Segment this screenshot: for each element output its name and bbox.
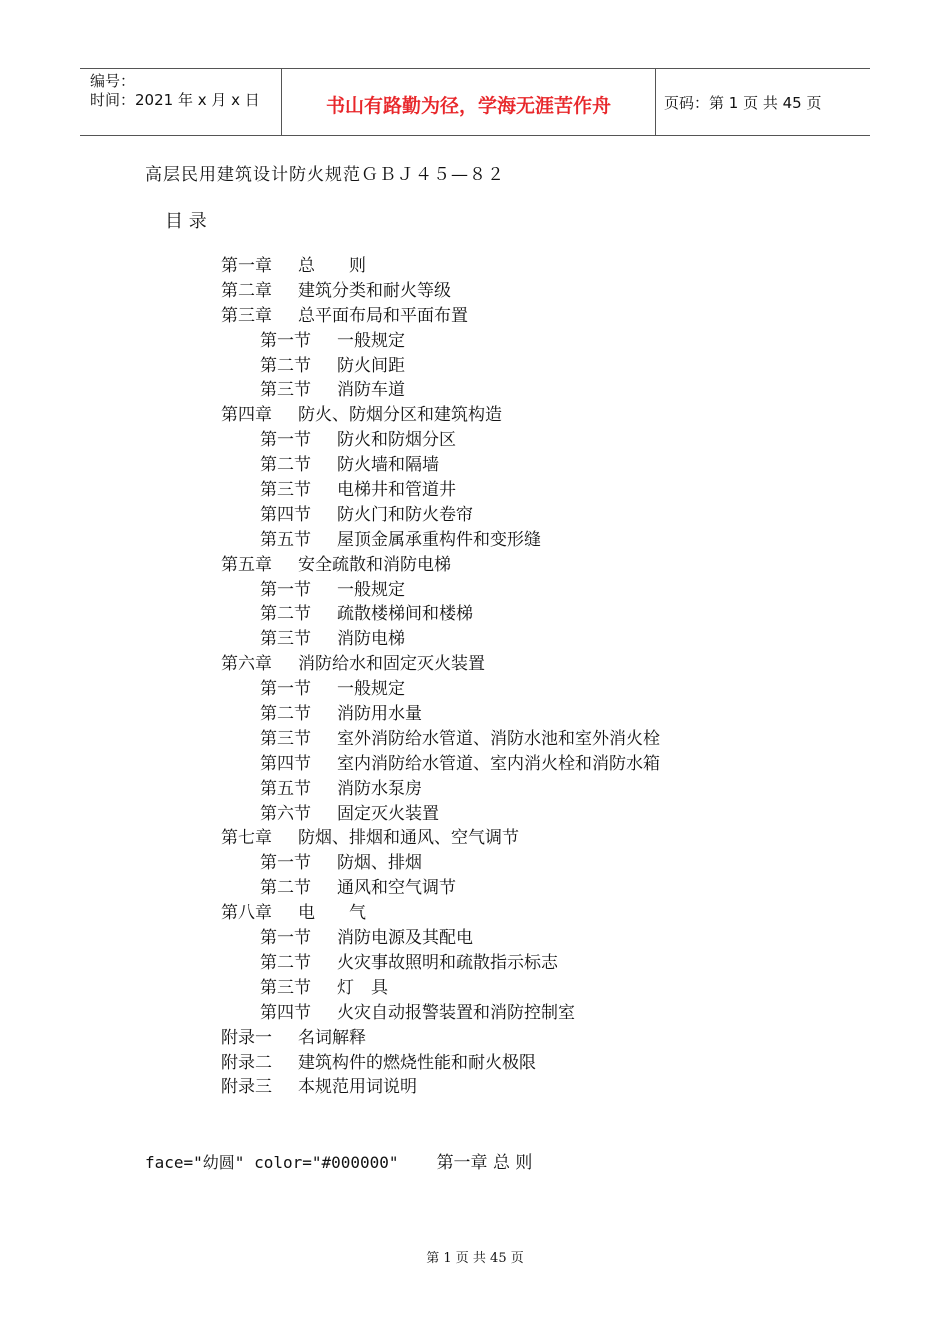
toc-section-item	[221, 428, 660, 453]
page-footer: 第 1 页 共 45 页	[426, 1251, 524, 1266]
toc-item-title: 消防用水量	[337, 704, 422, 725]
toc-item-number: 第二章	[221, 280, 272, 301]
toc-item-title: 消防水泵房	[337, 778, 422, 799]
toc-item-number: 第六章	[221, 654, 272, 675]
toc-section-item	[221, 702, 660, 727]
toc-item-number: 第一节	[260, 928, 311, 949]
toc-item-title: 建筑构件的燃烧性能和耐火极限	[298, 1052, 536, 1073]
toc-section-item	[221, 578, 660, 603]
toc-item-number: 第二节	[260, 604, 311, 625]
header-code-label: 编号：	[90, 72, 136, 90]
toc-section-item	[221, 1001, 660, 1026]
toc-item-number: 第五节	[260, 529, 311, 550]
html-font-residue: face="幼圆" color="#000000"	[145, 1153, 399, 1172]
toc-item-number: 附录一	[221, 1027, 272, 1048]
toc-item-number: 第二节	[260, 952, 311, 973]
toc-item-number: 第八章	[221, 903, 272, 924]
toc-item-number: 第二节	[260, 704, 311, 725]
toc-item-title: 防火门和防火卷帘	[337, 504, 473, 525]
toc-chapter-item	[221, 254, 660, 279]
toc-item-title: 本规范用词说明	[298, 1077, 417, 1098]
toc-item-number: 第三节	[260, 629, 311, 650]
toc-section-item	[221, 727, 660, 752]
toc-section-item	[221, 478, 660, 503]
toc-item-title: 防火和防烟分区	[337, 430, 456, 451]
toc-item-title: 一般规定	[337, 330, 405, 351]
toc-item-number: 第三节	[260, 480, 311, 501]
toc-item-title: 电 气	[298, 903, 366, 924]
toc-section-item	[221, 602, 660, 627]
toc-item-number: 第一节	[260, 430, 311, 451]
toc-chapter-item	[221, 304, 660, 329]
table-of-contents	[221, 254, 660, 1100]
body-start-line	[145, 1148, 532, 1173]
toc-chapter-item	[221, 279, 660, 304]
toc-item-title: 消防给水和固定灭火装置	[298, 654, 485, 675]
document-header-table	[80, 68, 870, 136]
toc-chapter-item	[221, 1051, 660, 1076]
toc-item-number: 第四节	[260, 504, 311, 525]
toc-item-number: 第一节	[260, 679, 311, 700]
toc-item-title: 电梯井和管道井	[337, 480, 456, 501]
toc-item-number: 第四节	[260, 753, 311, 774]
toc-item-title: 名词解释	[298, 1027, 366, 1048]
toc-item-title: 疏散楼梯间和楼梯	[337, 604, 473, 625]
toc-section-item	[221, 329, 660, 354]
document-title: 高层民用建筑设计防火规范ＧＢＪ４５—８２	[145, 165, 505, 185]
toc-item-title: 室外消防给水管道、消防水池和室外消火栓	[337, 728, 660, 749]
toc-item-number: 第六节	[260, 803, 311, 824]
toc-chapter-item	[221, 652, 660, 677]
toc-item-title: 消防车道	[337, 380, 405, 401]
toc-heading: 目 录	[165, 211, 207, 232]
header-motto: 书山有路勤为径，学海无涯苦作舟	[282, 69, 656, 135]
header-meta-cell	[80, 69, 282, 135]
toc-item-number: 附录二	[221, 1052, 272, 1073]
toc-section-item	[221, 354, 660, 379]
toc-item-title: 防烟、排烟和通风、空气调节	[298, 828, 519, 849]
toc-item-number: 第三节	[260, 977, 311, 998]
toc-chapter-item	[221, 1075, 660, 1100]
toc-section-item	[221, 503, 660, 528]
toc-item-title: 消防电源及其配电	[337, 928, 473, 949]
toc-item-number: 第四节	[260, 1002, 311, 1023]
toc-item-title: 通风和空气调节	[337, 878, 456, 899]
toc-item-number: 第一节	[260, 853, 311, 874]
toc-item-title: 一般规定	[337, 679, 405, 700]
toc-item-number: 第五章	[221, 554, 272, 575]
toc-item-title: 一般规定	[337, 579, 405, 600]
header-date-label: 时间：2021 年 x 月 x 日	[90, 91, 260, 109]
chapter-one-heading: 第一章 总 则	[436, 1153, 533, 1173]
toc-item-title: 灯 具	[337, 977, 388, 998]
toc-section-item	[221, 851, 660, 876]
toc-item-number: 第三节	[260, 380, 311, 401]
toc-item-title: 火灾自动报警装置和消防控制室	[337, 1002, 575, 1023]
toc-item-title: 总 则	[298, 256, 366, 276]
toc-item-number: 第一章	[221, 256, 272, 276]
toc-section-item	[221, 976, 660, 1001]
header-page-info: 页码：第 1 页 共 45 页	[664, 93, 822, 112]
toc-chapter-item	[221, 826, 660, 851]
toc-section-item	[221, 926, 660, 951]
toc-chapter-item	[221, 553, 660, 578]
toc-item-title: 总平面布局和平面布置	[298, 305, 468, 326]
toc-item-title: 防火、防烟分区和建筑构造	[298, 405, 502, 426]
toc-item-title: 建筑分类和耐火等级	[298, 280, 451, 301]
toc-item-number: 第一节	[260, 579, 311, 600]
toc-chapter-item	[221, 901, 660, 926]
toc-section-item	[221, 378, 660, 403]
toc-item-number: 第四章	[221, 405, 272, 426]
toc-item-title: 火灾事故照明和疏散指示标志	[337, 952, 558, 973]
toc-item-number: 第五节	[260, 778, 311, 799]
toc-item-number: 第三节	[260, 728, 311, 749]
toc-item-title: 防火墙和隔墙	[337, 455, 439, 476]
toc-section-item	[221, 453, 660, 478]
toc-section-item	[221, 677, 660, 702]
toc-section-item	[221, 777, 660, 802]
toc-item-number: 第三章	[221, 305, 272, 326]
toc-item-number: 第二节	[260, 355, 311, 376]
toc-item-number: 第二节	[260, 455, 311, 476]
toc-chapter-item	[221, 403, 660, 428]
toc-chapter-item	[221, 1026, 660, 1051]
toc-section-item	[221, 876, 660, 901]
toc-item-title: 防烟、排烟	[337, 853, 422, 874]
toc-item-number: 附录三	[221, 1077, 272, 1098]
toc-section-item	[221, 951, 660, 976]
toc-item-title: 屋顶金属承重构件和变形缝	[337, 529, 541, 550]
toc-item-title: 固定灭火装置	[337, 803, 439, 824]
toc-section-item	[221, 802, 660, 827]
toc-section-item	[221, 752, 660, 777]
toc-section-item	[221, 627, 660, 652]
toc-item-number: 第七章	[221, 828, 272, 849]
toc-section-item	[221, 528, 660, 553]
toc-item-title: 防火间距	[337, 355, 405, 376]
toc-item-number: 第二节	[260, 878, 311, 899]
toc-item-title: 室内消防给水管道、室内消火栓和消防水箱	[337, 753, 660, 774]
toc-item-number: 第一节	[260, 330, 311, 351]
toc-item-title: 安全疏散和消防电梯	[298, 554, 451, 575]
toc-item-title: 消防电梯	[337, 629, 405, 650]
